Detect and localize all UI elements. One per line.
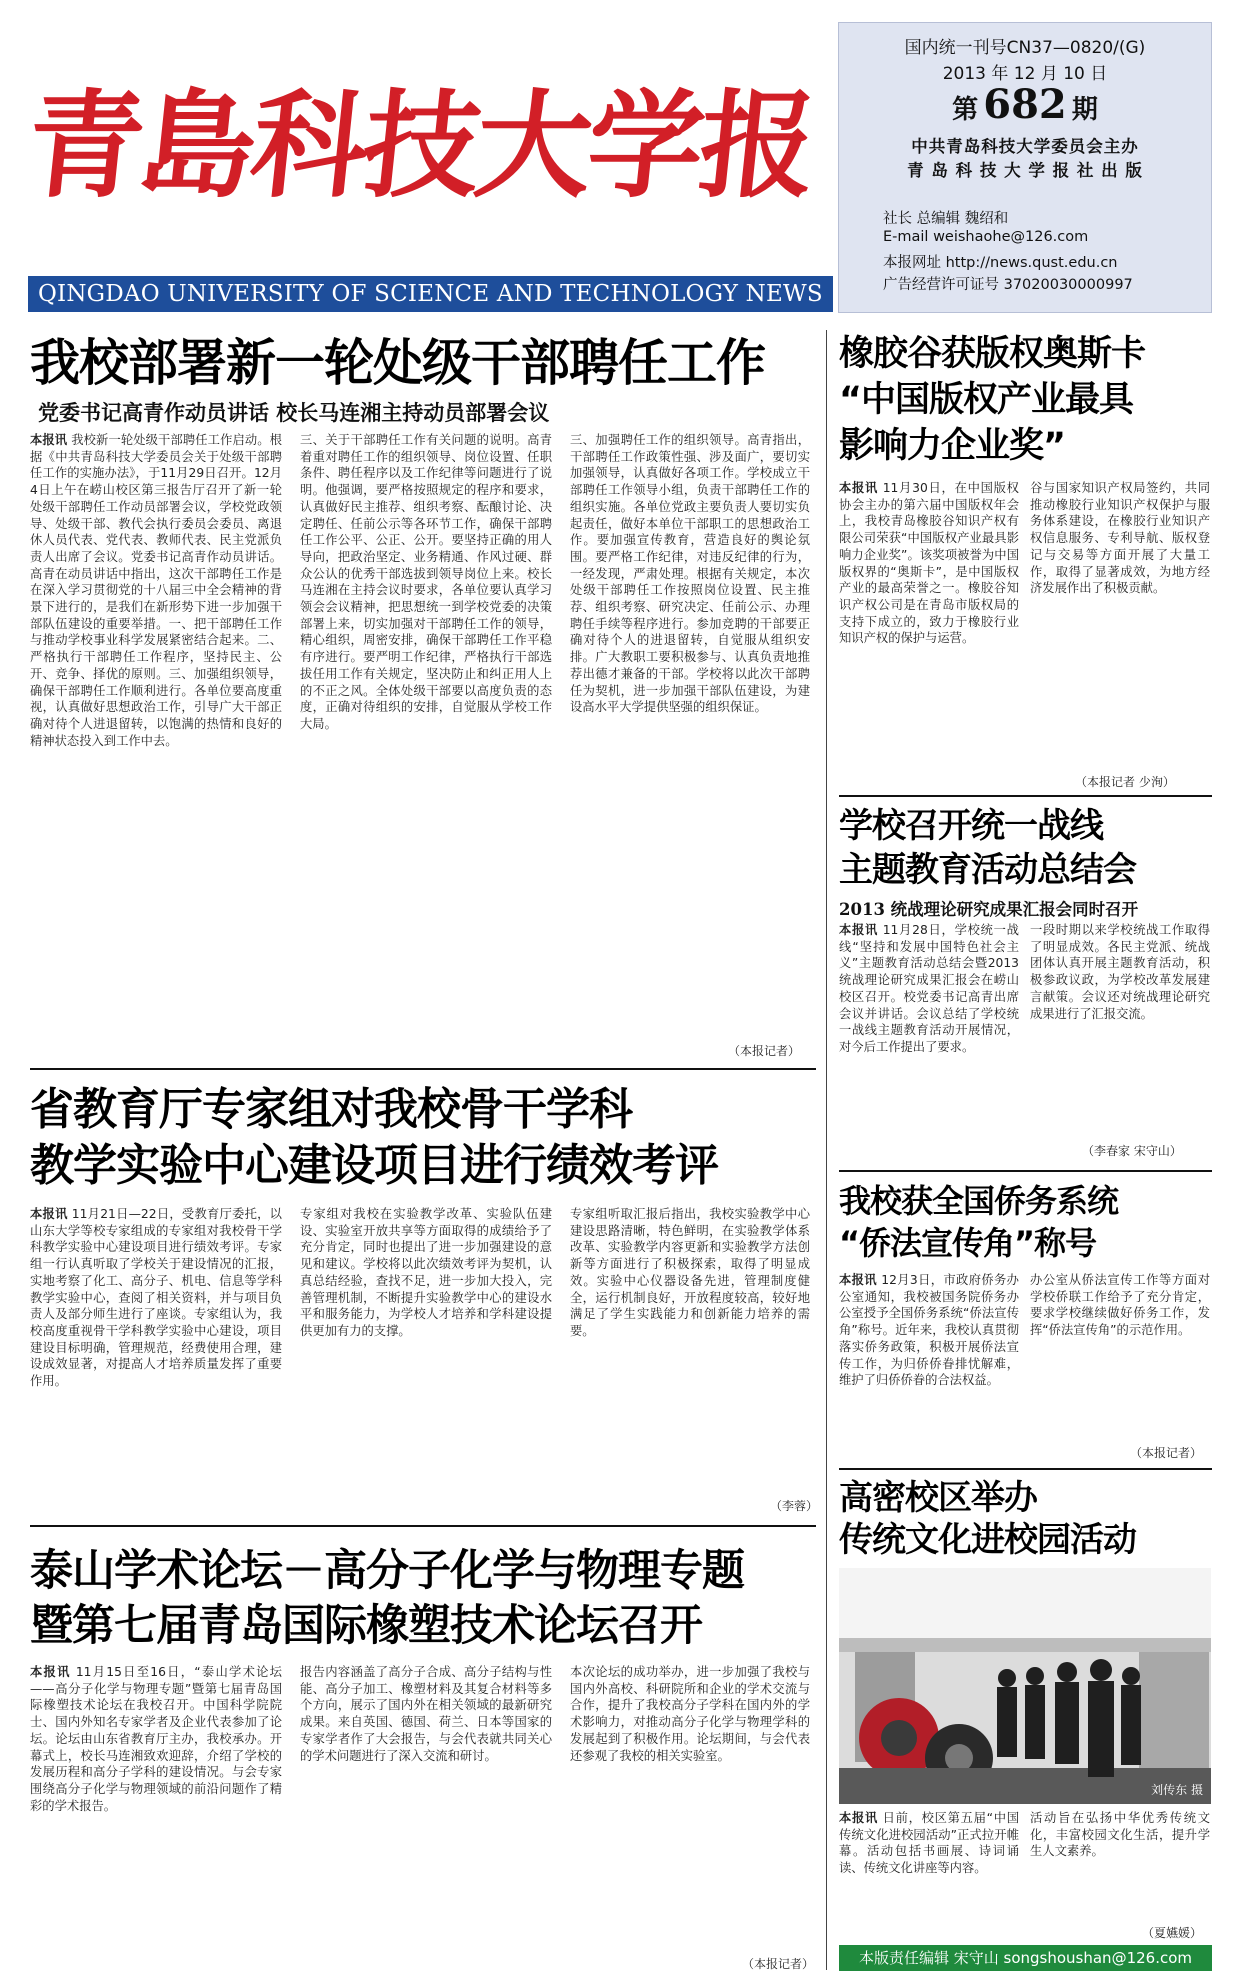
article7-byline: 本报讯 (839, 1811, 878, 1825)
article2-text-1: 11月21日—22日，受教育厅委托，以山东大学等校专家组成的专家组对我校骨干学科教学实验中心建设项目进行绩效考评。专家组一行认真听取了学校关于建设情况的汇报，实地考察了化工、高分子、机电、信息等学科教学实验中心，查阅了相关资料，并与项目负责人及部分师生进行了座谈。专家组认为，我校高度重视骨干学科教学实验中心建设，项目建设目标明确，管理规范，经费使用合理，建设成效显著，对提高人才培养质量发挥了重要作用。 (30, 1207, 282, 1389)
article5-column-1 (839, 922, 1019, 1162)
article2-headline-1: 省教育厅专家组对我校骨干学科 (30, 1084, 632, 1135)
divider (30, 1068, 816, 1070)
article6-column-2 (1030, 1272, 1210, 1442)
article5-credit: （李春家 宋守山） (1082, 1144, 1182, 1158)
article2-byline: 本报讯 (30, 1207, 68, 1221)
article2-text-2: 专家组对我校在实验教学改革、实验队伍建设、实验室开放共享等方面取得的成绩给予了充分肯定，同时也提出了进一步加强建设的意见和建议。学校将以此次绩效考评为契机，认真总结经验，查找不足，进一步加大投入，完善管理机制，不断提升实验教学中心的建设水平和服务能力，为学校人才培养和学科建设提供更加有力的支撑。 (300, 1207, 552, 1338)
article5-text-2: 一段时期以来学校统战工作取得了明显成效。各民主党派、统战团体认真开展主题教育活动，积极参政议政，为学校改革发展建言献策。会议还对统战理论研究成果进行了汇报交流。 (1030, 923, 1210, 1021)
article7-credit: （夏嬿媛） (1142, 1926, 1203, 1940)
article1-text-3: 三、加强聘任工作的组织领导。高青指出，干部聘任工作政策性强、涉及面广，要切实加强领导，认真做好各项工作。学校成立干部聘任工作领导小组，负责干部聘任工作的组织实施。各单位党政主要负责人要切实负起责任，做好本单位干部职工的思想政治工作。要加强宣传教育，营造良好的舆论氛围。要严格工作纪律，对违反纪律的行为，一经发现，严肃处理。根据有关规定，本次处级干部聘任工作按照岗位设置、民主推荐、组织考察、研究决定、任前公示、办理聘任手续等程序进行。参加竞聘的干部要正确对待个人的进退留转，自觉服从组织安排。广大教职工要积极参与、认真负责地推荐出德才兼备的干部。学校将以此次干部聘任为契机，进一步加强干部队伍建设，为建设高水平大学提供坚强的组织保证。 (570, 433, 810, 715)
article7-text-1: 日前，校区第五届“中国传统文化进校园活动”正式拉开帷幕。活动包括书画展、诗词诵读、传统文化讲座等内容。 (839, 1811, 1019, 1876)
article2-text-3: 专家组听取汇报后指出，我校实验教学中心建设思路清晰，特色鲜明，在实验教学体系改革、实验教学内容更新和实验教学方法创新等方面进行了积极探索，取得了明显成效。实验中心仪器设备先进，管理制度健全，运行机制良好，开放程度较高，较好地满足了学生实践能力和创新能力培养的需要。 (570, 1207, 810, 1338)
divider (30, 1525, 816, 1527)
article4-headline-3: 影响力企业奖” (839, 426, 1066, 466)
serial-number: 国内统一刊号CN37—0820/(G) (904, 38, 1146, 58)
photo-illustration (839, 1568, 1211, 1804)
article4-headline-1: 橡胶谷获版权奥斯卡 (839, 334, 1146, 374)
article3-credit: （本报记者） (742, 1957, 815, 1971)
article1-byline: 本报讯 (30, 433, 68, 447)
article1-subhead: 党委书记高青作动员讲话 校长马连湘主持动员部署会议 (38, 400, 550, 425)
publisher: 青 岛 科 技 大 学 报 社 出 版 (907, 161, 1143, 180)
article4-headline-2: “中国版权产业最具 (839, 380, 1134, 420)
article5-column-2 (1030, 922, 1210, 1140)
article5-byline: 本报讯 (839, 923, 879, 937)
article7-headline-2: 传统文化进校园活动 (839, 1520, 1136, 1560)
article6-text-2: 办公室从侨法宣传工作等方面对学校侨联工作给予了充分肯定，要求学校继续做好侨务工作，发挥“侨法宣传角”的示范作用。 (1030, 1273, 1210, 1338)
article7-column-2 (1030, 1810, 1210, 1922)
english-title-band (28, 276, 833, 312)
sponsor: 中共青岛科技大学委员会主办 (911, 137, 1139, 156)
article1-column-1 (30, 432, 282, 1054)
article4-text-1: 11月30日，在中国版权协会主办的第六届中国版权年会上，我校青岛橡胶谷知识产权有限公司荣获“中国版权产业最具影响力企业奖”。该奖项被誉为中国版权界的“奥斯卡”，是中国版权产业的最高荣誉之一。橡胶谷知识产权公司是在青岛市版权局的支持下成立的，致力于橡胶行业知识产权的保护与运营。 (839, 481, 1019, 646)
issue-number-line (839, 81, 1211, 128)
article2-column-3 (570, 1206, 810, 1506)
page-editor-band (839, 1945, 1212, 1971)
website-line: 本报网址 http://news.qust.edu.cn (883, 255, 1118, 271)
article3-headline-2: 暨第七届青岛国际橡塑技术论坛召开 (30, 1601, 702, 1651)
english-title: QINGDAO UNIVERSITY OF SCIENCE AND TECHNOLOGY NEWS (38, 281, 823, 307)
article6-byline: 本报讯 (839, 1273, 877, 1287)
article5-headline-2: 主题教育活动总结会 (839, 850, 1136, 890)
article3-column-3 (570, 1664, 810, 1954)
article5-subhead: 2013 统战理论研究成果汇报会同时召开 (839, 900, 1139, 919)
article2-credit: （李蓉） (770, 1499, 819, 1513)
issue-date: 2013 年 12 月 10 日 (942, 64, 1108, 84)
article1-column-3 (570, 432, 810, 1054)
article3-column-1 (30, 1664, 282, 1964)
issue-number: 682 (983, 81, 1067, 128)
article2-column-1 (30, 1206, 282, 1506)
issue-prefix: 第 (952, 95, 979, 125)
page-editor-text: 本版责任编辑 宋守山 songshoushan@126.com (858, 1949, 1193, 1967)
column-rule (826, 330, 827, 1970)
editor-line: 社长 总编辑 魏绍和 (883, 211, 1009, 227)
article5-text-1: 11月28日，学校统一战线“坚持和发展中国特色社会主义”主题教育活动总结会暨2013统战理论研究成果汇报会在崂山校区召开。校党委书记高青出席会议并讲话。会议总结了学校统一战线主题教育活动开展情况，对今后工作提出了要求。 (839, 923, 1019, 1054)
article3-text-3: 本次论坛的成功举办，进一步加强了我校与国内外高校、科研院所和企业的学术交流与合作，提升了我校高分子学科在国内外的学术影响力，对推动高分子化学与物理学科的发展起到了积极作用。论坛期间，与会代表还参观了我校的相关实验室。 (570, 1665, 810, 1763)
article2-headline-2: 教学实验中心建设项目进行绩效考评 (30, 1140, 718, 1191)
article4-text-2: 谷与国家知识产权局签约，共同推动橡胶行业知识产权保护与服务体系建设，在橡胶行业知识产权信息服务、专利导航、版权登记与交易等方面开展了大量工作，取得了显著成效，为地方经济发展作出了积极贡献。 (1030, 481, 1210, 596)
issue-info-box (838, 22, 1212, 313)
divider (839, 1468, 1212, 1470)
article2-column-2 (300, 1206, 552, 1506)
email-line: E-mail weishaohe@126.com (883, 229, 1089, 245)
article6-column-1 (839, 1272, 1019, 1452)
article4-column-2 (1030, 480, 1210, 770)
photo-credit: 刘传东 摄 (1151, 1783, 1203, 1797)
article4-column-1 (839, 480, 1019, 780)
divider (839, 1170, 1212, 1172)
article6-headline-1: 我校获全国侨务系统 (839, 1182, 1119, 1220)
article7-column-1 (839, 1810, 1019, 1938)
divider (839, 795, 1212, 797)
article6-text-1: 12月3日，市政府侨务办公室通知，我校被国务院侨务办公室授予全国侨务系统“侨法宣传角”称号。近年来，我校认真贯彻落实侨务政策，积极开展侨法宣传工作，为归侨侨眷排忧解难，维护了归侨侨眷的合法权益。 (839, 1273, 1019, 1388)
article1-credit: （本报记者） (728, 1044, 801, 1058)
article3-text-1: 11月15日至16日，“泰山学术论坛——高分子化学与物理专题”暨第七届青岛国际橡塑技术论坛在我校召开。中国科学院院士、国内外知名专家学者及企业代表参加了论坛。论坛由山东省教育厅主办，我校承办。开幕式上，校长马连湘致欢迎辞，介绍了学校的发展历程和高分子学科的建设情况。与会专家围绕高分子化学与物理领域的前沿问题作了精彩的学术报告。 (30, 1665, 282, 1813)
article6-credit: （本报记者） (1130, 1446, 1203, 1460)
article5-headline-1: 学校召开统一战线 (839, 806, 1103, 846)
article1-text-2: 三、关于干部聘任工作有关问题的说明。高青着重对聘任工作的组织领导、岗位设置、任职条件、聘任程序以及工作纪律等问题进行了说明。他强调，要严格按照规定的程序和要求，认真做好民主推荐、组织考察、酝酿讨论、决定聘任、任前公示等各环节工作，确保干部聘任工作公平、公正、公开。要坚持正确的用人导向，把政治坚定、业务精通、作风过硬、群众公认的优秀干部选拔到领导岗位上来。校长马连湘在主持会议时要求，各单位要认真学习领会会议精神，把思想统一到学校党委的决策部署上来，切实加强对干部聘任工作的领导，精心组织，周密安排，确保干部聘任工作平稳有序进行。要严明工作纪律，严格执行干部选拔任用工作有关规定，坚决防止和纠正用人上的不正之风。全体处级干部要以高度负责的态度，正确对待组织的安排，自觉服从学校工作大局。 (300, 433, 552, 731)
article4-credit: （本报记者 少洵） (1075, 775, 1175, 789)
license-line: 广告经营许可证号 37020030000997 (883, 277, 1133, 293)
article3-column-2 (300, 1664, 552, 1964)
article3-text-2: 报告内容涵盖了高分子合成、高分子结构与性能、高分子加工、橡塑材料及其复合材料等多个方向，展示了国内外在相关领域的最新研究成果。来自英国、德国、荷兰、日本等国家的专家学者作了大会报告，与会代表就共同关心的学术问题进行了深入交流和研讨。 (300, 1665, 552, 1763)
article3-headline-1: 泰山学术论坛－高分子化学与物理专题 (30, 1546, 744, 1596)
article3-byline: 本报讯 (30, 1665, 71, 1679)
article6-headline-2: “侨法宣传角”称号 (839, 1224, 1097, 1262)
event-photo (839, 1568, 1211, 1804)
article1-text-1: 我校新一轮处级干部聘任工作启动。根据《中共青岛科技大学委员会关于处级干部聘任工作的实施办法》，于11月29日召开。12月4日上午在崂山校区第三报告厅召开了新一轮处级干部聘任工作动员部署会议，学校党政领导、处级干部、教代会执行委员会委员、离退休人员代表、党代表、教师代表、民主党派负责人出席了会议。党委书记高青作动员讲话。高青在动员讲话中指出，这次干部聘任工作是在深入学习贯彻党的十八届三中全会精神的背景下进行的，是我们在新形势下进一步加强干部队伍建设的重要举措。一、把干部聘任工作与推动学校事业科学发展紧密结合起来。二、严格执行干部聘任工作程序，坚持民主、公开、竞争、择优的原则。三、加强组织领导，确保干部聘任工作顺利进行。各单位要高度重视，认真做好思想政治工作，引导广大干部正确对待个人进退留转，以饱满的热情和良好的精神状态投入到工作中去。 (30, 433, 282, 748)
article7-headline-1: 高密校区举办 (839, 1478, 1037, 1518)
article7-text-2: 活动旨在弘扬中华优秀传统文化，丰富校园文化生活，提升学生人文素养。 (1030, 1811, 1210, 1859)
article4-byline: 本报讯 (839, 481, 879, 495)
article1-column-2 (300, 432, 552, 1054)
article1-headline: 我校部署新一轮处级干部聘任工作 (30, 334, 765, 392)
issue-suffix: 期 (1071, 95, 1098, 125)
masthead-title: 青島科技大学报 (20, 78, 820, 214)
